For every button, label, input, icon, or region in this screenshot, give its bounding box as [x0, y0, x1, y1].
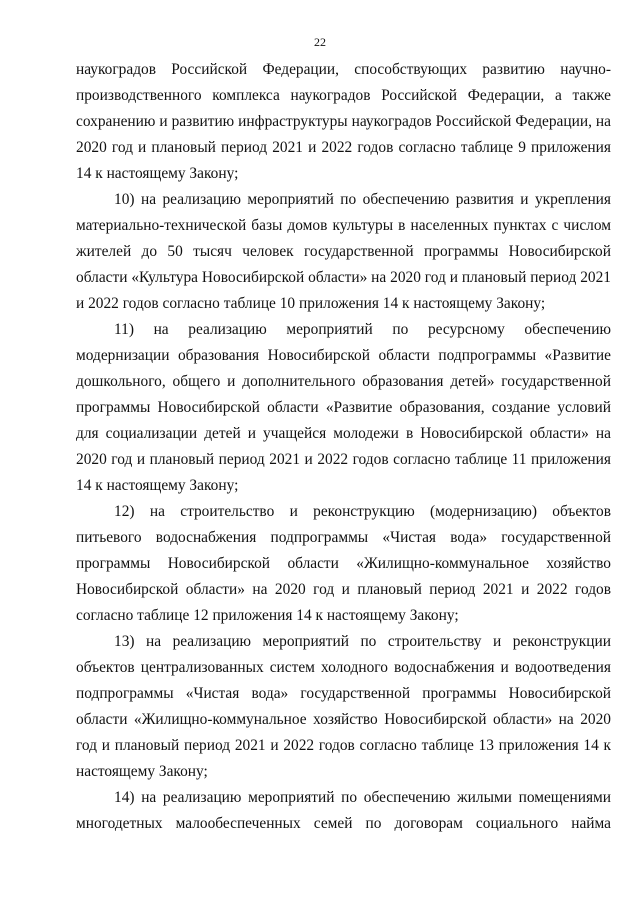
- paragraph-item-12: 12) на строительство и реконструкцию (модернизацию) объектов питьевого водоснабжения подпрограммы «Чистая вода» государственной программы Новосибирской области «Жилищно-коммунальное хозяйство Новосибирской области» на 2020 год и плановый период 2021 и 2022 годов согласно таблице 12 приложения 14 к настоящему Закону;: [76, 503, 611, 624]
- paragraph-item-11: 11) на реализацию мероприятий по ресурсному обеспечению модернизации образования Новосибирской области подпрограммы «Развитие дошкольного, общего и дополнительного образования детей» государственной программы Новосибирской области «Развитие образования, создание условий для социализации детей и учащейся молодежи в Новосибирской области» на 2020 год и плановый период 2021 и 2022 годов согласно таблице 11 приложения 14 к настоящему Закону;: [76, 321, 611, 494]
- paragraph-item-13: 13) на реализацию мероприятий по строительству и реконструкции объектов централизованных систем холодного водоснабжения и водоотведения подпрограммы «Чистая вода» государственной программы Новосибирской области «Жилищно-коммунальное хозяйство Новосибирской области» на 2020 год и плановый период 2021 и 2022 годов согласно таблице 13 приложения 14 к настоящему Закону;: [76, 633, 611, 780]
- document-body: [76, 57, 611, 837]
- paragraph-item-10: 10) на реализацию мероприятий по обеспечению развития и укрепления материально-технической базы домов культуры в населенных пунктах с числом жителей до 50 тысяч человек государственной программы Новосибирской области «Культура Новосибирской области» на 2020 год и плановый период 2021 и 2022 годов согласно таблице 10 приложения 14 к настоящему Закону;: [76, 191, 611, 312]
- paragraph-item-14: 14) на реализацию мероприятий по обеспечению жилыми помещениями многодетных малообеспеченных семей по договорам социального найма: [76, 789, 611, 832]
- page-number: 22: [314, 35, 326, 49]
- paragraph-continuation: наукоградов Российской Федерации, способствующих развитию научно-производственного комплекса наукоградов Российской Федерации, а также сохранению и развитию инфраструктуры наукоградов Российской Федерации, на 2020 год и плановый период 2021 и 2022 годов согласно таблице 9 приложения 14 к настоящему Закону;: [76, 61, 611, 182]
